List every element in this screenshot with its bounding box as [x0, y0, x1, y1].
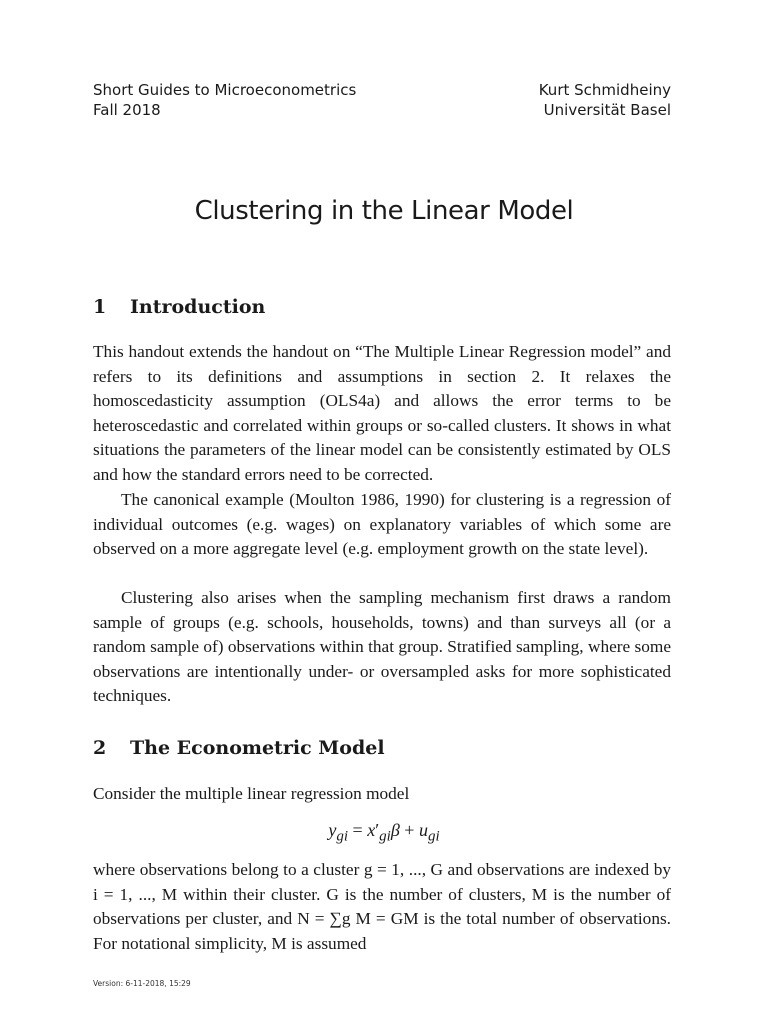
- regression-equation: $y_{gi} = x'_{gi}\beta + u_{gi}$: [328, 820, 440, 845]
- section-heading-1: [93, 296, 265, 318]
- series-title: Short Guides to Microeconometrics: [93, 81, 357, 99]
- running-header-left: [93, 80, 356, 120]
- paragraph: The canonical example (Moulton 1986, 1990) for clustering is a regression of individual outcomes (e.g. wages) on explanatory variables of which some are observed on a more aggregate level (e.g. employment growth on the state level).: [93, 490, 671, 559]
- running-header-right: [539, 80, 671, 120]
- section-heading-2: [93, 737, 385, 759]
- author-name: Kurt Schmidheiny: [538, 81, 671, 99]
- affiliation: Universität Basel: [543, 101, 671, 119]
- section-title: Introduction: [130, 296, 266, 318]
- paragraph: Clustering also arises when the sampling mechanism first draws a random sample of groups (e.g. schools, households, towns) and than surveys all (or a random sample of) observations within that group. Stratified sampling, where some observations are intentionally under- or oversampled asks for more sophisticated techniques.: [93, 588, 671, 706]
- version-stamp: Version: 6-11-2018, 15:29: [93, 979, 191, 988]
- paragraph: where observations belong to a cluster g = 1, ..., G and observations are indexed by i = 1, ..., M within their cluster. G is the number of clusters, M is the number of observations per cluster, and N = ∑g M = GM is the total number of observations. For notational simplicity, M is assumed: [93, 860, 671, 953]
- paragraph: Consider the multiple linear regression model: [93, 784, 410, 803]
- section-number: 1: [93, 296, 107, 318]
- paragraph: This handout extends the handout on “The Multiple Linear Regression model” and refers to its definitions and assumptions in section 2. It relaxes the homoscedasticity assumption (OLS4a) and allows the error terms to be heteroscedastic and correlated within groups or so-called clusters. It shows in what situations the parameters of the linear model can be consistently estimated by OLS and how the standard errors need to be corrected.: [93, 342, 671, 484]
- term: Fall 2018: [93, 101, 161, 119]
- document-title: Clustering in the Linear Model: [194, 196, 574, 226]
- section-title: The Econometric Model: [130, 737, 385, 759]
- section-number: 2: [93, 737, 107, 759]
